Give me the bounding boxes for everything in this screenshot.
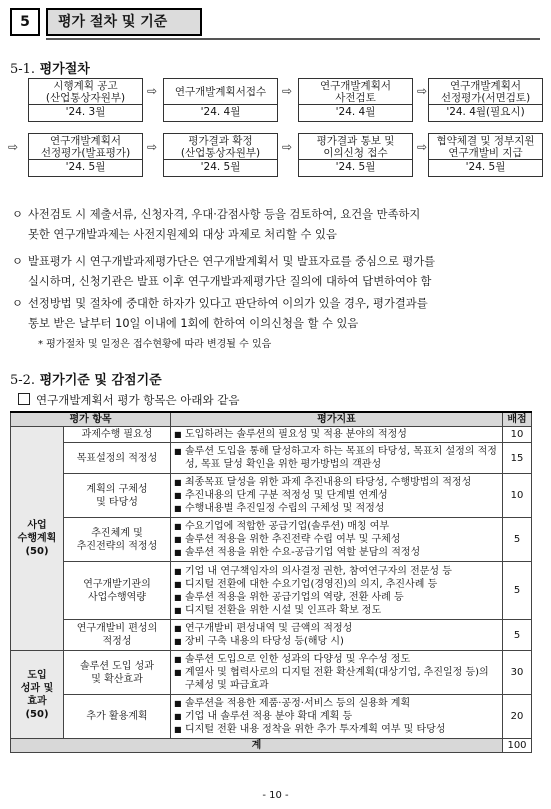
score-cell: 30 bbox=[503, 651, 532, 695]
bullet: ㅇ bbox=[12, 208, 23, 221]
table-row bbox=[11, 518, 532, 562]
flow-step-label: 연구개발계획서 사전검토 bbox=[298, 78, 413, 105]
flow-step-7 bbox=[298, 133, 413, 177]
item-cell bbox=[64, 443, 171, 474]
criteria-cell bbox=[171, 443, 503, 474]
criteria-line: ■ 디지털 전환을 위한 시설 및 인프라 확보 정도 bbox=[174, 604, 499, 617]
item-cell bbox=[64, 562, 171, 620]
page-number: - 10 - bbox=[262, 790, 289, 801]
item-line: 과제수행 필요성 bbox=[81, 429, 153, 440]
flow-step-label: 연구개발계획서 선정평가(서면검토) bbox=[428, 78, 543, 105]
paragraph-line: 선정방법 및 절차에 중대한 하자가 있다고 판단하여 이의가 있을 경우, 평가결과를 bbox=[28, 297, 428, 310]
flow-step-date: '24. 5월 bbox=[298, 160, 413, 177]
criteria-line: ■ 솔루션 적용을 위한 추진전략 수립 여부 및 구체성 bbox=[174, 533, 499, 546]
flow-step-label: 연구개발계획서 선정평가(발표평가) bbox=[28, 133, 143, 160]
category-line: (50) bbox=[25, 546, 49, 557]
subsection-number: 5-2. bbox=[10, 373, 36, 388]
flow-step-date: '24. 5월 bbox=[428, 160, 543, 177]
table-total-row bbox=[11, 739, 532, 753]
criteria-line: ■ 추진내용의 단계 구분 적정성 및 단계별 연계성 bbox=[174, 489, 499, 502]
criteria-cell bbox=[171, 518, 503, 562]
item-line: 및 확산효과 bbox=[91, 673, 143, 685]
item-line: 연구개발기관의 bbox=[83, 578, 151, 590]
item-line: 목표설정의 적정성 bbox=[76, 452, 158, 464]
arrow-icon: ⇨ bbox=[147, 140, 158, 154]
table-row bbox=[11, 620, 532, 651]
table-row bbox=[11, 474, 532, 518]
header-criteria: 평가지표 bbox=[171, 412, 503, 427]
criteria-line: ■ 연구개발비 편성내역 및 금액의 적정성 bbox=[174, 622, 499, 635]
criteria-line: ■ 디지털 전환 내용 정착을 위한 추가 투자계획 여부 및 타당성 bbox=[174, 723, 499, 736]
table-row bbox=[11, 443, 532, 474]
flow-step-4 bbox=[428, 78, 543, 122]
flow-step-6 bbox=[163, 133, 278, 177]
table-intro bbox=[18, 392, 239, 408]
item-line: 및 타당성 bbox=[96, 496, 138, 508]
bullet: ㅇ bbox=[12, 255, 23, 268]
table-row bbox=[11, 695, 532, 739]
flow-step-label: 협약체결 및 정부지원 연구개발비 지급 bbox=[428, 133, 543, 160]
subsection-5-1 bbox=[10, 58, 90, 77]
item-cell bbox=[64, 695, 171, 739]
item-line: 추가 활용계획 bbox=[86, 711, 148, 722]
criteria-cell bbox=[171, 620, 503, 651]
subsection-number: 5-1. bbox=[10, 62, 36, 77]
criteria-cell bbox=[171, 695, 503, 739]
arrow-icon: ⇨ bbox=[417, 140, 428, 154]
subsection-title: 평가절차 bbox=[39, 62, 90, 77]
flow-step-date: '24. 5월 bbox=[163, 160, 278, 177]
category-line: 성과 및 bbox=[20, 682, 54, 694]
criteria-line: ■ 솔루션 도입을 통해 달성하고자 하는 목표의 타당성, 목표치 설정의 적정성, 목표 달성 확인을 위한 평가방법의 객관성 bbox=[174, 445, 499, 471]
item-cell bbox=[64, 620, 171, 651]
paragraph-line: 실시하며, 신청기관은 발표 이후 연구개발과제평가단 질의에 대하여 답변하여야 함 bbox=[28, 275, 432, 288]
flow-step-date: '24. 3월 bbox=[28, 105, 143, 122]
subsection-5-2 bbox=[10, 369, 162, 388]
arrow-icon: ⇨ bbox=[282, 84, 293, 98]
flow-step-2 bbox=[163, 78, 278, 122]
header-rule bbox=[46, 38, 540, 40]
criteria-line: ■ 수행내용별 추진일정 수립의 구체성 및 적정성 bbox=[174, 502, 499, 515]
item-cell bbox=[64, 474, 171, 518]
flow-step-label: 시행계획 공고 (산업통상자원부) bbox=[28, 78, 143, 105]
criteria-line: ■ 최종목표 달성을 위한 과제 추진내용의 타당성, 수행방법의 적정성 bbox=[174, 476, 499, 489]
table-row bbox=[11, 651, 532, 695]
arrow-icon: ⇨ bbox=[8, 140, 19, 154]
item-line: 사업수행역량 bbox=[88, 591, 146, 603]
criteria-line: ■ 솔루션 적용을 위한 공급기업의 역량, 전환 사례 등 bbox=[174, 591, 499, 604]
header-score: 배점 bbox=[503, 412, 532, 427]
category-outcome bbox=[11, 651, 64, 739]
category-line: 사업 bbox=[27, 520, 47, 531]
criteria-line: ■ 디지털 전환에 대한 수요기업(경영진)의 의지, 추진사례 등 bbox=[174, 578, 499, 591]
criteria-line: ■ 솔루션 도입으로 인한 성과의 다양성 및 우수성 정도 bbox=[174, 653, 499, 666]
item-cell bbox=[64, 518, 171, 562]
item-cell bbox=[64, 651, 171, 695]
section-title: 평가 절차 및 기준 bbox=[46, 8, 202, 36]
paragraph-line: 사전검토 시 제출서류, 신청자격, 우대·감점사항 등을 검토하여, 요건을 만족하지 bbox=[28, 208, 421, 221]
criteria-line: ■ 도입하려는 솔루션의 필요성 및 적용 분야의 적정성 bbox=[174, 428, 499, 441]
criteria-line: ■ 장비 구축 내용의 타당성 등(해당 시) bbox=[174, 635, 499, 648]
flow-step-label: 평가결과 확정 (산업통상자원부) bbox=[163, 133, 278, 160]
flow-step-3 bbox=[298, 78, 413, 122]
category-line: (50) bbox=[25, 708, 49, 720]
category-line: 수행계획 bbox=[17, 533, 57, 544]
flow-step-date: '24. 4월 bbox=[163, 105, 278, 122]
criteria-line: ■ 수요기업에 적합한 공급기업(솔루션) 매칭 여부 bbox=[174, 520, 499, 533]
table-intro-text: 연구개발계획서 평가 항목은 아래와 같음 bbox=[36, 393, 240, 407]
paragraph-1 bbox=[12, 205, 538, 245]
criteria-line: ■ 계열사 및 협력사로의 디지털 전환 확산계획(대상기업, 추진일정 등)의 구체성 및 파급효과 bbox=[174, 666, 499, 692]
criteria-cell bbox=[171, 427, 503, 443]
score-cell: 5 bbox=[503, 518, 532, 562]
section-header bbox=[10, 8, 540, 38]
table-row bbox=[11, 427, 532, 443]
section-number: 5 bbox=[10, 8, 40, 36]
total-label: 계 bbox=[11, 739, 503, 753]
item-line: 계획의 구체성 bbox=[86, 483, 148, 495]
paragraph-2 bbox=[12, 252, 538, 292]
paragraph-3 bbox=[12, 294, 538, 334]
evaluation-table bbox=[10, 411, 532, 753]
score-cell: 5 bbox=[503, 620, 532, 651]
total-score: 100 bbox=[503, 739, 532, 753]
flow-step-label: 연구개발계획서접수 bbox=[163, 78, 278, 105]
flow-step-5 bbox=[28, 133, 143, 177]
criteria-line: ■ 기업 내 솔루션 적용 분야 확대 계획 등 bbox=[174, 710, 499, 723]
flow-step-label: 평가결과 통보 및 이의신청 접수 bbox=[298, 133, 413, 160]
item-line: 솔루션 도입 성과 bbox=[80, 660, 154, 672]
paragraph-line: 못한 연구개발과제는 사전지원제외 대상 과제로 처리할 수 있음 bbox=[28, 228, 337, 241]
score-cell: 5 bbox=[503, 562, 532, 620]
category-plan bbox=[11, 427, 64, 651]
score-cell: 20 bbox=[503, 695, 532, 739]
criteria-cell bbox=[171, 562, 503, 620]
arrow-icon: ⇨ bbox=[417, 84, 428, 98]
flow-step-date: '24. 4월(필요시) bbox=[428, 105, 543, 122]
score-cell: 15 bbox=[503, 443, 532, 474]
footnote: * 평가절차 및 일정은 접수현황에 따라 변경될 수 있음 bbox=[38, 339, 272, 350]
item-line: 적정성 bbox=[102, 636, 132, 647]
paragraph-line: 통보 받은 날부터 10일 이내에 1회에 한하여 이의신청을 할 수 있음 bbox=[28, 317, 359, 330]
criteria-line: ■ 기업 내 연구책임자의 의사결정 권한, 참여연구자의 전문성 등 bbox=[174, 565, 499, 578]
flow-step-date: '24. 5월 bbox=[28, 160, 143, 177]
score-cell: 10 bbox=[503, 427, 532, 443]
category-line: 효과 bbox=[27, 695, 47, 707]
header-item: 평가 항목 bbox=[11, 412, 171, 427]
criteria-cell bbox=[171, 651, 503, 695]
flow-step-8 bbox=[428, 133, 543, 177]
square-bullet-icon bbox=[18, 393, 30, 405]
flow-step-1 bbox=[28, 78, 143, 122]
arrow-icon: ⇨ bbox=[282, 140, 293, 154]
item-line: 연구개발비 편성의 bbox=[76, 623, 158, 634]
criteria-cell bbox=[171, 474, 503, 518]
category-line: 도입 bbox=[27, 669, 47, 681]
arrow-icon: ⇨ bbox=[147, 84, 158, 98]
item-cell bbox=[64, 427, 171, 443]
item-line: 추진체계 및 bbox=[91, 527, 143, 539]
criteria-line: ■ 솔루션 적용을 위한 수요-공급기업 역할 분담의 적정성 bbox=[174, 546, 499, 559]
table-row bbox=[11, 562, 532, 620]
bullet: ㅇ bbox=[12, 297, 23, 310]
criteria-line: ■ 솔루션을 적용한 제품·공정·서비스 등의 실용화 계획 bbox=[174, 697, 499, 710]
score-cell: 10 bbox=[503, 474, 532, 518]
subsection-title: 평가기준 및 감점기준 bbox=[39, 373, 162, 388]
flow-step-date: '24. 4월 bbox=[298, 105, 413, 122]
paragraph-line: 발표평가 시 연구개발과제평가단은 연구개발계획서 및 발표자료를 중심으로 평가를 bbox=[28, 255, 436, 268]
item-line: 추진전략의 적정성 bbox=[76, 540, 158, 552]
